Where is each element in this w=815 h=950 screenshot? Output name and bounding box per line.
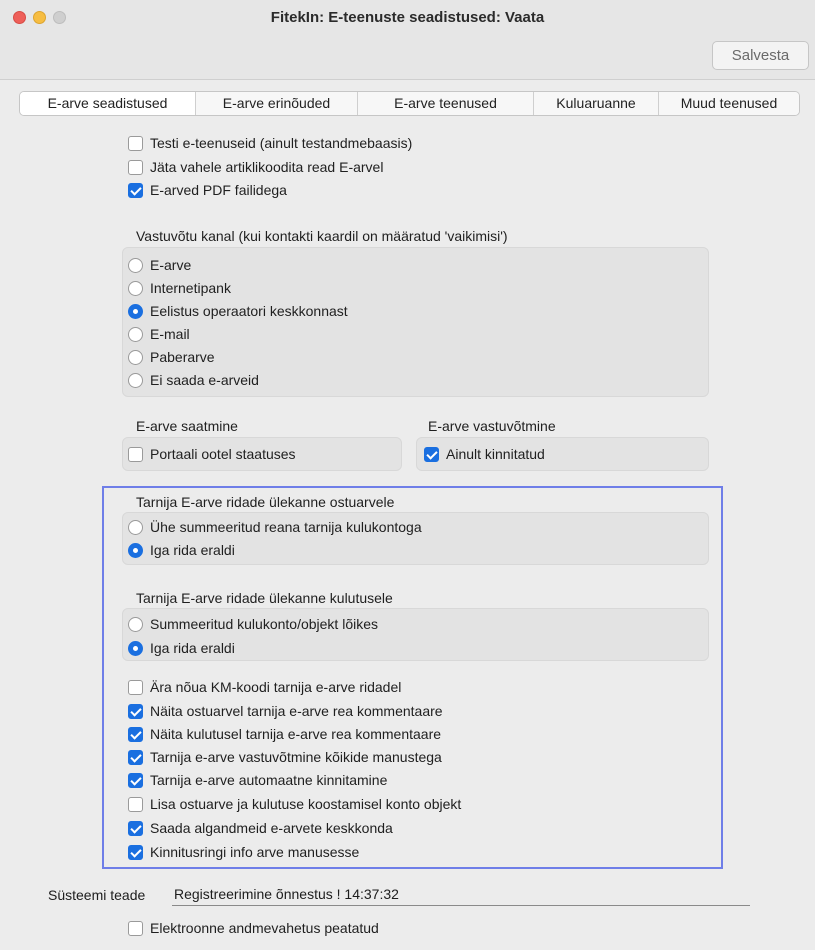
test-services-label: Testi e-teenuseid (ainult testandmebaasis) [150,135,413,151]
expense-transfer-heading: Tarnija E-arve ridade ülekanne kulutusele [136,590,393,606]
purchase-transfer-option[interactable] [128,517,422,537]
send-source-data-checkbox[interactable] [128,821,143,836]
pdf-files-checkbox[interactable] [128,183,143,198]
supplier-option[interactable] [128,794,461,814]
supplier-option[interactable] [128,842,359,862]
radio-label: Internetipank [150,280,231,296]
test-services-checkbox[interactable] [128,136,143,151]
receiving-heading: E-arve vastuvõtmine [428,418,556,434]
tab-e-invoice-services[interactable]: E-arve teenused [358,92,534,115]
tab-expense-report[interactable]: Kuluaruanne [534,92,659,115]
supplier-option-label: Näita kulutusel tarnija e-arve rea kommentaare [150,726,442,742]
supplier-option[interactable] [128,677,401,697]
portal-pending-option[interactable] [128,444,296,464]
tab-other-services[interactable]: Muud teenused [659,92,799,115]
test-services-option[interactable] [128,133,412,153]
add-account-object-checkbox[interactable] [128,797,143,812]
pdf-files-option[interactable] [128,180,287,200]
radio-label: E-arve [150,257,192,273]
purchase-transfer-heading: Tarnija E-arve ridade ülekanne ostuarvele [136,494,395,510]
only-confirmed-label: Ainult kinnitatud [446,446,545,462]
only-confirmed-option[interactable] [424,444,545,464]
show-purchase-comments-checkbox[interactable] [128,704,143,719]
skip-no-code-rows-label: Jäta vahele artiklikoodita read E-arvel [150,159,384,175]
expense-transfer-option[interactable] [128,614,378,634]
skip-no-code-rows-checkbox[interactable] [128,160,143,175]
radio-e-invoice[interactable] [128,258,143,273]
purchase-transfer-option[interactable] [128,540,235,560]
radio-paper-invoice[interactable] [128,350,143,365]
receive-channel-option[interactable] [128,347,215,367]
supplier-option[interactable] [128,724,441,744]
supplier-option[interactable] [128,701,443,721]
portal-pending-checkbox[interactable] [128,447,143,462]
receive-channel-option[interactable] [128,301,348,321]
radio-label: Ei saada e-arveid [150,372,259,388]
radio-operator-preference[interactable] [128,304,143,319]
radio-label: Iga rida eraldi [150,542,235,558]
receive-channel-option[interactable] [128,324,190,344]
radio-email[interactable] [128,327,143,342]
radio-label: Paberarve [150,349,215,365]
supplier-option[interactable] [128,747,442,767]
expense-transfer-option[interactable] [128,638,235,658]
radio-internet-bank[interactable] [128,281,143,296]
radio-label: E-mail [150,326,190,342]
receive-channel-option[interactable] [128,370,259,390]
radio-each-row[interactable] [128,641,143,656]
sending-heading: E-arve saatmine [136,418,238,434]
supplier-option-label: Saada algandmeid e-arvete keskkonda [150,820,393,836]
pdf-files-label: E-arved PDF failidega [150,182,287,198]
supplier-option-label: Tarnija e-arve vastuvõtmine kõikide manustega [150,749,442,765]
show-expense-comments-checkbox[interactable] [128,727,143,742]
supplier-option-label: Tarnija e-arve automaatne kinnitamine [150,772,388,788]
receive-channel-option[interactable] [128,278,231,298]
system-message-field: Registreerimine õnnestus ! 14:37:32 [172,883,750,906]
tab-e-invoice-special-requirements[interactable]: E-arve erinõuded [196,92,358,115]
supplier-option[interactable] [128,770,387,790]
tab-e-invoice-settings[interactable]: E-arve seadistused [20,92,196,115]
supplier-option-label: Lisa ostuarve ja kulutuse koostamisel konto objekt [150,796,462,812]
save-button[interactable]: Salvesta [712,41,809,70]
radio-label: Iga rida eraldi [150,640,235,656]
supplier-option-label: Ära nõua KM-koodi tarnija e-arve ridadel [150,679,402,695]
radio-label: Eelistus operaatori keskkonnast [150,303,348,319]
no-vat-code-checkbox[interactable] [128,680,143,695]
approval-info-attachment-checkbox[interactable] [128,845,143,860]
tab-bar [19,91,800,116]
receive-channel-option[interactable] [128,255,191,275]
radio-label: Ühe summeeritud reana tarnija kulukontoga [150,519,422,535]
portal-pending-label: Portaali ootel staatuses [150,446,296,462]
only-confirmed-checkbox[interactable] [424,447,439,462]
supplier-option-label: Kinnitusringi info arve manusesse [150,844,360,860]
edi-paused-option[interactable] [128,918,379,938]
supplier-option-label: Näita ostuarvel tarnija e-arve rea kommentaare [150,703,443,719]
window-title: FitekIn: E-teenuste seadistused: Vaata [270,9,545,26]
edi-paused-label: Elektroonne andmevahetus peatatud [150,920,379,936]
radio-summed-row[interactable] [128,520,143,535]
system-message-label: Süsteemi teade [48,887,146,903]
radio-no-e-invoices[interactable] [128,373,143,388]
skip-no-code-rows-option[interactable] [128,157,383,177]
receive-channel-heading: Vastuvõtu kanal (kui kontakti kaardil on määratud 'vaikimisi') [136,228,508,244]
title-bar [0,0,815,36]
radio-each-row[interactable] [128,543,143,558]
receive-with-attachments-checkbox[interactable] [128,750,143,765]
supplier-option[interactable] [128,818,393,838]
edi-paused-checkbox[interactable] [128,921,143,936]
radio-summed-account[interactable] [128,617,143,632]
radio-label: Summeeritud kulukonto/objekt lõikes [150,616,379,632]
toolbar [0,36,815,80]
auto-confirm-checkbox[interactable] [128,773,143,788]
